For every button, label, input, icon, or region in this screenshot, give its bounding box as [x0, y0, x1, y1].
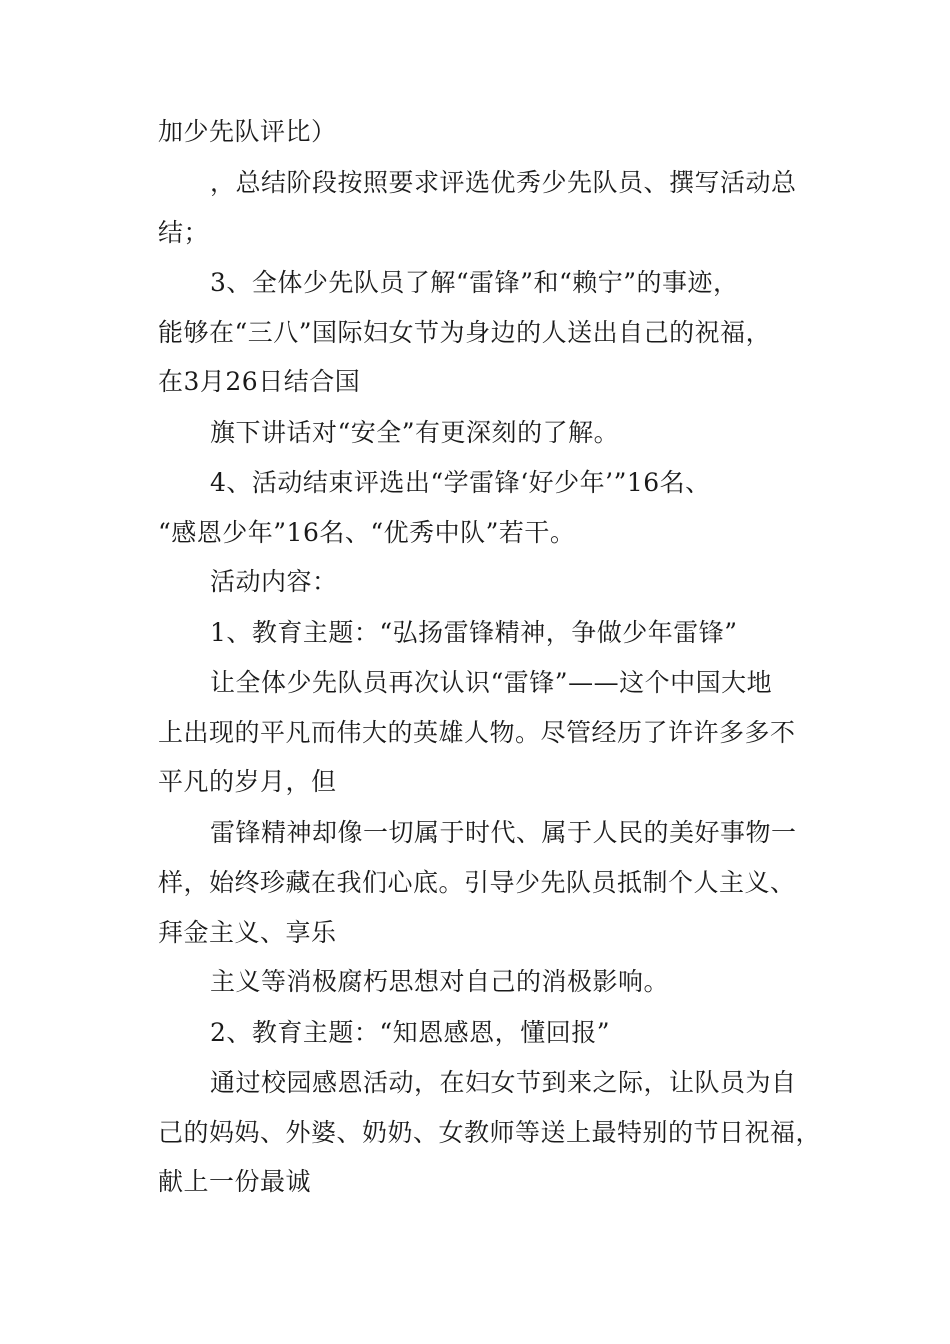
text-line: 通过校园感恩活动，在妇女节到来之际，让队员为自: [210, 1068, 797, 1097]
text-line: ，总结阶段按照要求评选优秀少先队员、撰写活动总: [210, 168, 797, 197]
text-line: 加少先队评比）: [158, 117, 337, 146]
text-line: “感恩少年”16名、“优秀中队”若干。: [158, 518, 576, 547]
text-line: 1、教育主题：“弘扬雷锋精神，争做少年雷锋”: [210, 618, 738, 647]
section-heading: 活动内容：: [210, 567, 338, 596]
text-line: 3、全体少先队员了解“雷锋”和“赖宁”的事迹，: [210, 268, 739, 297]
text-line: 献上一份最诚: [158, 1167, 312, 1196]
text-line: 主义等消极腐朽思想对自己的消极影响。: [210, 967, 670, 996]
text-line: 样，始终珍藏在我们心底。引导少先队员抵制个人主义、: [158, 868, 796, 897]
text-line: 能够在“三八”国际妇女节为身边的人送出自己的祝福，: [158, 318, 772, 347]
text-line: 己的妈妈、外婆、奶奶、女教师等送上最特别的节日祝福，: [158, 1118, 822, 1147]
text-line: 结；: [158, 218, 210, 247]
text-line: 在3月26日结合国: [158, 367, 361, 396]
text-line: 2、教育主题：“知恩感恩，懂回报”: [210, 1018, 610, 1047]
text-line: 让全体少先队员再次认识“雷锋”——这个中国大地: [210, 668, 773, 697]
text-line: 雷锋精神却像一切属于时代、属于人民的美好事物一: [210, 818, 797, 847]
text-line: 平凡的岁月，但: [158, 767, 337, 796]
text-line: 拜金主义、享乐: [158, 918, 337, 947]
text-line: 上出现的平凡而伟大的英雄人物。尽管经历了许许多多不: [158, 718, 796, 747]
text-line: 4、活动结束评选出“学雷锋‘好少年’”16名、: [210, 468, 711, 497]
text-line: 旗下讲话对“安全”有更深刻的了解。: [210, 418, 620, 447]
